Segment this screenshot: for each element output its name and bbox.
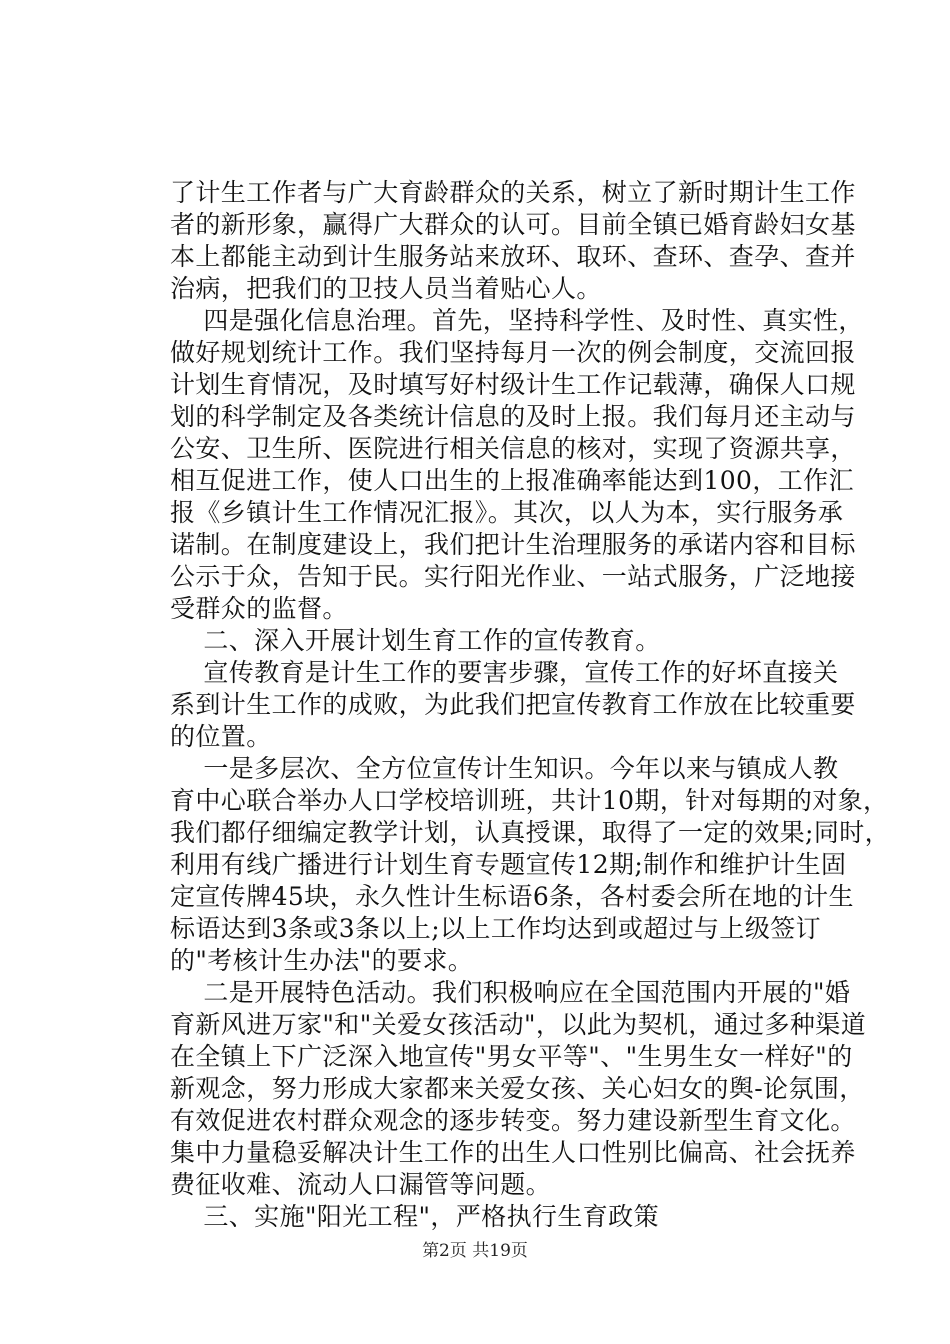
section-heading: 三、实施"阳光工程"，严格执行生育政策 (170, 1202, 659, 1231)
document-body (170, 177, 891, 1233)
section-heading: 二、深入开展计划生育工作的宣传教育。 (170, 626, 661, 655)
text-line: 受群众的监督。 (170, 594, 348, 623)
text-line: 报《乡镇计生工作情况汇报》。其次，以人为本，实行服务承 (170, 498, 844, 527)
text-line: 集中力量稳妥解决计生工作的出生人口性别比偏高、社会抚养 (170, 1138, 856, 1167)
text-line: 费征收难、流动人口漏管等问题。 (170, 1170, 552, 1199)
text-line: 四是强化信息治理。首先，坚持科学性、及时性、真实性， (170, 306, 864, 335)
text-line: 育中心联合举办人口学校培训班，共计10期，针对每期的对象， (170, 786, 889, 815)
text-line: 系到计生工作的成败，为此我们把宣传教育工作放在比较重要 (170, 690, 856, 719)
text-line: 我们都仔细编定教学计划，认真授课，取得了一定的效果;同时， (170, 818, 891, 847)
text-line: 育新风进万家"和"关爱女孩活动"，以此为契机，通过多种渠道 (170, 1010, 867, 1039)
text-line: 了计生工作者与广大育龄群众的关系，树立了新时期计生工作 (170, 178, 856, 207)
text-line: 有效促进农村群众观念的逐步转变。努力建设新型生育文化。 (170, 1106, 856, 1135)
text-line: 一是多层次、全方位宣传计生知识。今年以来与镇成人教 (170, 754, 839, 783)
page-number-footer: 第2页 共19页 (422, 1241, 528, 1261)
text-line: 标语达到3条或3条以上;以上工作均达到或超过与上级签订 (170, 914, 822, 943)
text-line: 划的科学制定及各类统计信息的及时上报。我们每月还主动与 (170, 402, 856, 431)
text-line: 宣传教育是计生工作的要害步骤，宣传工作的好坏直接关 (170, 658, 839, 687)
text-line: 的"考核计生办法"的要求。 (170, 946, 474, 975)
text-line: 新观念，努力形成大家都来关爱女孩、关心妇女的舆-论氛围， (170, 1074, 865, 1103)
text-line: 者的新形象，赢得广大群众的认可。目前全镇已婚育龄妇女基 (170, 210, 856, 239)
text-line: 诺制。在制度建设上，我们把计生治理服务的承诺内容和目标 (170, 530, 856, 559)
text-line: 利用有线广播进行计划生育专题宣传12期;制作和维护计生固 (170, 850, 847, 879)
text-line: 在全镇上下广泛深入地宣传"男女平等"、"生男生女一样好"的 (170, 1042, 853, 1071)
text-line: 定宣传牌45块，永久性计生标语6条，各村委会所在地的计生 (170, 882, 854, 911)
text-line: 公安、卫生所、医院进行相关信息的核对，实现了资源共享， (170, 434, 856, 463)
text-line: 做好规划统计工作。我们坚持每月一次的例会制度，交流回报 (170, 338, 856, 367)
text-line: 相互促进工作，使人口出生的上报准确率能达到100，工作汇 (170, 466, 854, 495)
text-line: 公示于众，告知于民。实行阳光作业、一站式服务，广泛地接 (170, 562, 856, 591)
text-line: 的位置。 (170, 722, 272, 751)
text-line: 本上都能主动到计生服务站来放环、取环、查环、查孕、查并 (170, 242, 856, 271)
text-line: 计划生育情况，及时填写好村级计生工作记载薄，确保人口规 (170, 370, 856, 399)
text-line: 二是开展特色活动。我们积极响应在全国范围内开展的"婚 (170, 978, 851, 1007)
text-line: 治病，把我们的卫技人员当着贴心人。 (170, 274, 602, 303)
